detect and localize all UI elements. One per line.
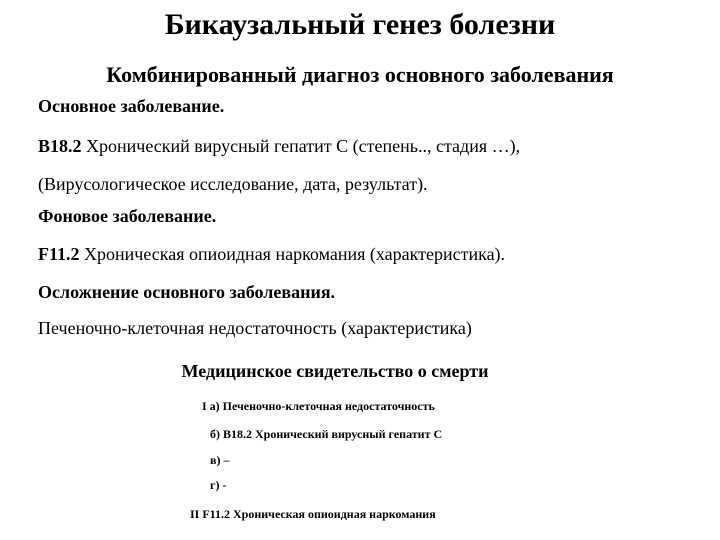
background-disease-code: F11.2 (38, 244, 80, 264)
main-disease-text: Хронический вирусный гепатит С (степень.., стадия …), (86, 136, 521, 156)
certificate-title: Медицинское свидетельство о смерти (181, 361, 489, 381)
background-disease-heading: Фоновое заболевание. (38, 206, 217, 226)
main-disease-code: B18.2 (38, 136, 82, 156)
background-disease-text: Хроническая опиоидная наркомания (характеристика). (84, 244, 506, 264)
certificate-line-ii: II F11.2 Хроническая опиоидная наркомания (190, 507, 436, 521)
main-disease-heading: Основное заболевание. (38, 96, 225, 116)
certificate-line-d: г) - (210, 478, 227, 492)
certificate-line-c: в) – (210, 453, 230, 467)
page-subtitle: Комбинированный диагноз основного заболевания (106, 62, 614, 87)
complication-heading: Осложнение основного заболевания. (38, 282, 336, 302)
background-disease-line (38, 244, 505, 265)
main-disease-note: (Вирусологическое исследование, дата, результат). (38, 174, 428, 194)
certificate-line-a: I а) Печеночно-клеточная недостаточность (202, 399, 435, 413)
page-title: Бикаузальный генез болезни (164, 8, 556, 41)
certificate-line-b: б) B18.2 Хронический вирусный гепатит С (210, 427, 443, 441)
main-disease-line (38, 136, 520, 157)
complication-text: Печеночно-клеточная недостаточность (характеристика) (38, 318, 472, 338)
